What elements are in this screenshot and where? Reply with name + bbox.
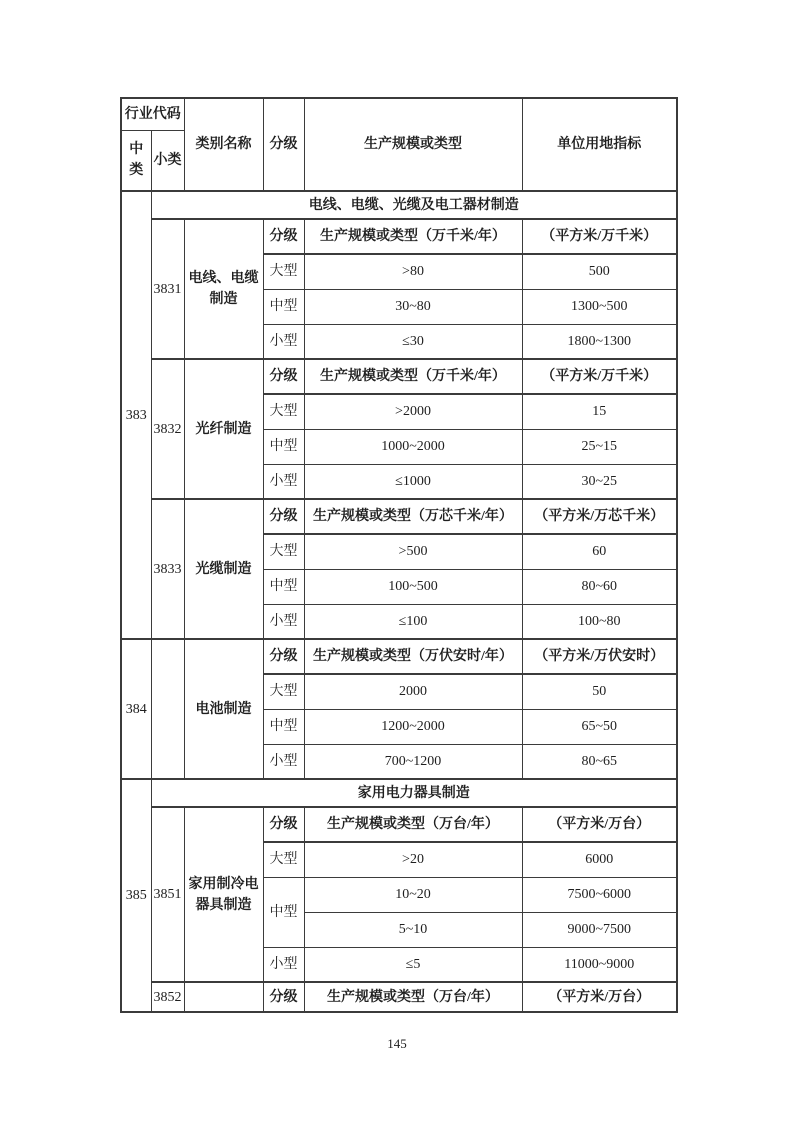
scale-cell: 100~500 bbox=[304, 569, 522, 604]
subhead-row-3851 bbox=[121, 807, 677, 842]
group-row-385 bbox=[121, 779, 677, 807]
scale-head: 生产规模或类型（万千米/年） bbox=[304, 359, 522, 394]
unit-head: （平方米/万芯千米） bbox=[522, 499, 677, 534]
sub-code-3852: 3852 bbox=[151, 982, 184, 1012]
group-title-385: 家用电力器具制造 bbox=[151, 779, 677, 807]
grade-cell: 大型 bbox=[263, 394, 304, 429]
sub-code-3833: 3833 bbox=[151, 499, 184, 639]
scale-cell: ≤30 bbox=[304, 324, 522, 359]
group-code-383: 383 bbox=[121, 191, 151, 639]
group-code-384: 384 bbox=[121, 639, 151, 779]
grade-head: 分级 bbox=[263, 982, 304, 1012]
grade-cell: 大型 bbox=[263, 254, 304, 289]
unit-cell: 500 bbox=[522, 254, 677, 289]
sub-code-3851: 3851 bbox=[151, 807, 184, 982]
group-title-383: 电线、电缆、光缆及电工器材制造 bbox=[151, 191, 677, 219]
grade-cell: 大型 bbox=[263, 842, 304, 877]
grade-head: 分级 bbox=[263, 807, 304, 842]
category-name-384: 电池制造 bbox=[184, 639, 263, 779]
unit-head: （平方米/万千米） bbox=[522, 219, 677, 254]
page-number: 145 bbox=[387, 1036, 407, 1051]
scale-head: 生产规模或类型（万伏安时/年） bbox=[304, 639, 522, 674]
table-header-row-1 bbox=[121, 98, 677, 130]
unit-cell: 15 bbox=[522, 394, 677, 429]
scale-cell: >500 bbox=[304, 534, 522, 569]
group-code-385: 385 bbox=[121, 779, 151, 1012]
grade-cell: 小型 bbox=[263, 324, 304, 359]
category-name-empty-3852 bbox=[184, 982, 263, 1012]
unit-head: （平方米/万台） bbox=[522, 982, 677, 1012]
scale-cell: 10~20 bbox=[304, 877, 522, 912]
grade-cell: 中型 bbox=[263, 709, 304, 744]
sub-code-3832: 3832 bbox=[151, 359, 184, 499]
unit-cell: 50 bbox=[522, 674, 677, 709]
unit-cell: 25~15 bbox=[522, 429, 677, 464]
grade-cell: 中型 bbox=[263, 289, 304, 324]
grade-cell: 大型 bbox=[263, 534, 304, 569]
unit-cell: 80~65 bbox=[522, 744, 677, 779]
header-industry-code: 行业代码 bbox=[121, 98, 184, 130]
header-category-name: 类别名称 bbox=[184, 98, 263, 191]
unit-cell: 1800~1300 bbox=[522, 324, 677, 359]
grade-head: 分级 bbox=[263, 359, 304, 394]
unit-cell: 65~50 bbox=[522, 709, 677, 744]
group-row-383 bbox=[121, 191, 677, 219]
sub-code-3831: 3831 bbox=[151, 219, 184, 359]
category-name-3833: 光缆制造 bbox=[184, 499, 263, 639]
subhead-row-3852 bbox=[121, 982, 677, 1012]
grade-cell: 小型 bbox=[263, 464, 304, 499]
unit-head: （平方米/万伏安时） bbox=[522, 639, 677, 674]
land-use-indicator-table bbox=[120, 97, 678, 1013]
scale-cell: 2000 bbox=[304, 674, 522, 709]
header-land-indicator: 单位用地指标 bbox=[522, 98, 677, 191]
grade-head: 分级 bbox=[263, 219, 304, 254]
scale-cell: 700~1200 bbox=[304, 744, 522, 779]
grade-head: 分级 bbox=[263, 499, 304, 534]
grade-head: 分级 bbox=[263, 639, 304, 674]
category-name-3832: 光纤制造 bbox=[184, 359, 263, 499]
subhead-row-3831 bbox=[121, 219, 677, 254]
scale-cell: ≤1000 bbox=[304, 464, 522, 499]
unit-head: （平方米/万台） bbox=[522, 807, 677, 842]
scale-cell: 30~80 bbox=[304, 289, 522, 324]
scale-cell: 1200~2000 bbox=[304, 709, 522, 744]
small-class-empty-384 bbox=[151, 639, 184, 779]
grade-cell: 小型 bbox=[263, 604, 304, 639]
subhead-row-384 bbox=[121, 639, 677, 674]
unit-cell: 100~80 bbox=[522, 604, 677, 639]
scale-head: 生产规模或类型（万台/年） bbox=[304, 807, 522, 842]
scale-cell: ≤100 bbox=[304, 604, 522, 639]
header-small-class: 小类 bbox=[151, 130, 184, 191]
grade-cell: 中型 bbox=[263, 569, 304, 604]
scale-cell: 5~10 bbox=[304, 912, 522, 947]
unit-head: （平方米/万千米） bbox=[522, 359, 677, 394]
unit-cell: 1300~500 bbox=[522, 289, 677, 324]
unit-cell: 9000~7500 bbox=[522, 912, 677, 947]
grade-cell: 中型 bbox=[263, 429, 304, 464]
subhead-row-3832 bbox=[121, 359, 677, 394]
scale-head: 生产规模或类型（万芯千米/年） bbox=[304, 499, 522, 534]
unit-cell: 80~60 bbox=[522, 569, 677, 604]
unit-cell: 30~25 bbox=[522, 464, 677, 499]
scale-cell: >2000 bbox=[304, 394, 522, 429]
scale-cell: >20 bbox=[304, 842, 522, 877]
unit-cell: 7500~6000 bbox=[522, 877, 677, 912]
grade-cell: 小型 bbox=[263, 947, 304, 982]
header-scale: 生产规模或类型 bbox=[304, 98, 522, 191]
unit-cell: 6000 bbox=[522, 842, 677, 877]
grade-cell: 小型 bbox=[263, 744, 304, 779]
scale-head: 生产规模或类型（万千米/年） bbox=[304, 219, 522, 254]
unit-cell: 11000~9000 bbox=[522, 947, 677, 982]
header-mid-class: 中类 bbox=[121, 130, 151, 191]
category-name-3831: 电线、电缆制造 bbox=[184, 219, 263, 359]
subhead-row-3833 bbox=[121, 499, 677, 534]
scale-cell: >80 bbox=[304, 254, 522, 289]
scale-head: 生产规模或类型（万台/年） bbox=[304, 982, 522, 1012]
unit-cell: 60 bbox=[522, 534, 677, 569]
scale-cell: ≤5 bbox=[304, 947, 522, 982]
grade-cell: 大型 bbox=[263, 674, 304, 709]
scale-cell: 1000~2000 bbox=[304, 429, 522, 464]
grade-cell: 中型 bbox=[263, 877, 304, 947]
header-grade: 分级 bbox=[263, 98, 304, 191]
category-name-3851: 家用制冷电器具制造 bbox=[184, 807, 263, 982]
